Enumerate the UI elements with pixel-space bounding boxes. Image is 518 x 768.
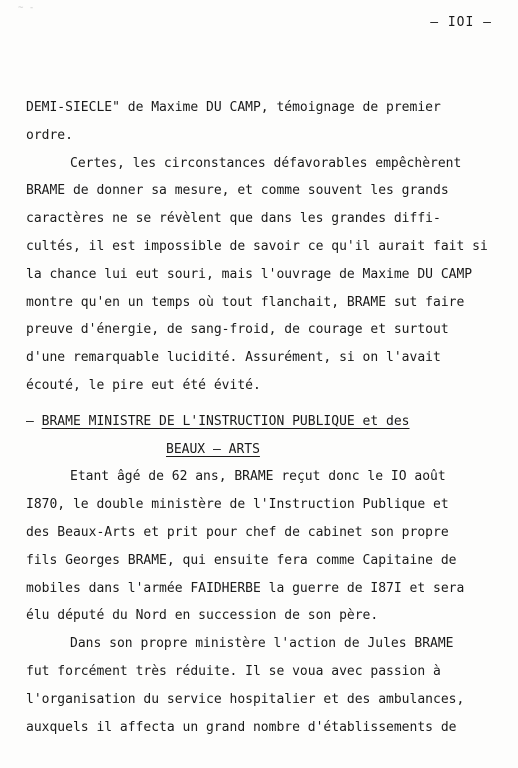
paragraph-2-line: montre qu'en un temps où tout flanchait, BRAME sut faire [26,294,465,310]
body-text [26,94,496,741]
paragraph-2-line: Certes, les circonstances défavorables empêchèrent [70,155,462,171]
paragraph-4-line: fut forcément très réduite. Il se voua avec passion à [26,663,441,679]
paragraph-4-line: auxquels il affecta un grand nombre d'établissements de [26,719,457,735]
section-heading [26,408,496,436]
paragraph-3-line: élu député du Nord en succession de son père. [26,608,379,624]
paragraph-1-line: ordre. [26,127,73,143]
paragraph-2-line: preuve d'énergie, de sang-froid, de courage et surtout [26,322,449,338]
paragraph-2-line: BRAME de donner sa mesure, et comme souvent les grands [26,183,449,199]
paragraph-2-line: la chance lui eut souri, mais l'ouvrage de Maxime DU CAMP [26,266,473,282]
heading-line-2: BEAUX – ARTS [166,441,260,457]
paragraph-3-line: fils Georges BRAME, qui ensuite fera comme Capitaine de [26,552,457,568]
paragraph-2-line: caractères ne se révèlent que dans les grandes diffi- [26,211,441,227]
section-heading-continued [26,436,496,464]
paragraph-2-line: écouté, le pire eut été évité. [26,377,261,393]
paragraph-1-line: DEMI-SIECLE" de Maxime DU CAMP, témoignage de premier [26,100,441,115]
paragraph-2-line: d'une remarquable lucidité. Assurément, si on l'avait [26,350,441,366]
paragraph-3-line: mobiles dans l'armée FAIDHERBE la guerre de I87I et sera [26,580,465,596]
page-number: – IOI – [430,15,492,30]
heading-dash: – [26,413,42,429]
paragraph-4-line: l'organisation du service hospitalier et des ambulances, [26,691,465,707]
paragraph-3-line: Etant âgé de 62 ans, BRAME reçut donc le IO août [70,469,446,485]
paragraph-3-line: I870, le double ministère de l'Instruction Publique et [26,497,449,513]
section-gap [26,400,496,408]
heading-line-1: BRAME MINISTRE DE L'INSTRUCTION PUBLIQUE et des [41,413,410,429]
paragraph-4-line: Dans son propre ministère l'action de Jules BRAME [70,636,454,652]
paragraph-3-line: des Beaux-Arts et prit pour chef de cabinet son propre [26,524,449,540]
corner-mark: ~ - [18,3,35,13]
paragraph-2-line: cultés, il est impossible de savoir ce qu'il aurait fait si [26,238,488,254]
